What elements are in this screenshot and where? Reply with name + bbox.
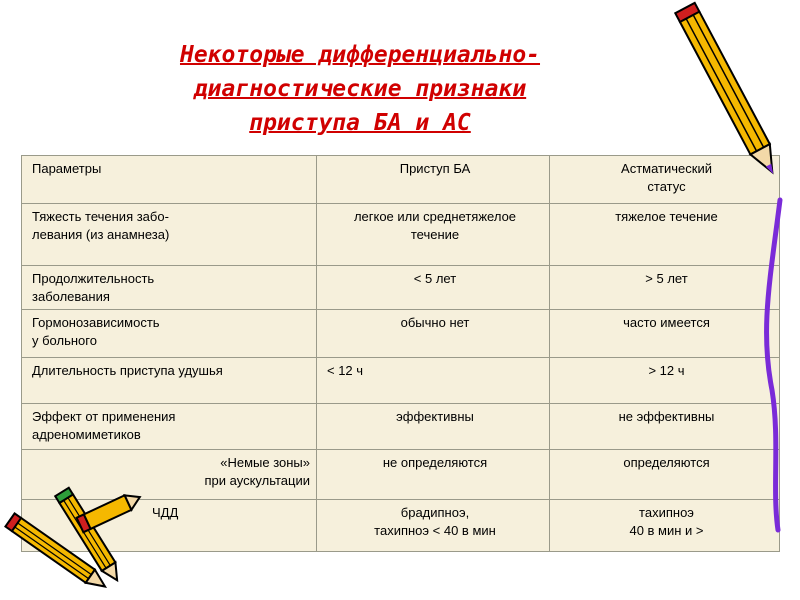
row-ba-value: < 5 лет — [317, 266, 550, 310]
row-as-value: > 5 лет — [550, 266, 780, 310]
header-ba-attack: Приступ БА — [317, 156, 550, 204]
row-param: Продолжительность заболевания — [22, 266, 317, 310]
row-ba-value: не определяются — [317, 450, 550, 500]
row-param: Эффект от применения адреномиметиков — [22, 404, 317, 450]
row-ba-value: легкое или среднетяжелое течение — [317, 204, 550, 266]
row-param: Гормонозависимость у больного — [22, 310, 317, 358]
row-as-value: определяются — [550, 450, 780, 500]
header-parameters: Параметры — [22, 156, 317, 204]
header-asthmatic-status: Астматический статус — [550, 156, 780, 204]
title-line-1: Некоторые дифференциально- — [179, 42, 541, 68]
pencil-top-right-icon — [660, 0, 800, 600]
row-as-value: часто имеется — [550, 310, 780, 358]
slide-title — [100, 38, 620, 140]
row-param: «Немые зоны» при аускультации — [22, 450, 317, 500]
row-param: ЧДД — [22, 500, 317, 552]
title-line-2: диагностические признаки — [193, 76, 527, 102]
row-as-value: не эффективны — [550, 404, 780, 450]
row-ba-value: эффективны — [317, 404, 550, 450]
row-as-value: тахипноэ 40 в мин и > — [550, 500, 780, 552]
row-as-value: тяжелое течение — [550, 204, 780, 266]
row-ba-value: брадипноэ, тахипноэ < 40 в мин — [317, 500, 550, 552]
row-ba-value: < 12 ч — [317, 358, 550, 404]
row-param: Тяжесть течения забо- левания (из анамнеза) — [22, 204, 317, 266]
row-as-value: > 12 ч — [550, 358, 780, 404]
row-ba-value: обычно нет — [317, 310, 550, 358]
title-line-3: приступа БА и АС — [249, 110, 471, 136]
row-param: Длительность приступа удушья — [22, 358, 317, 404]
pencils-bottom-left-icon — [0, 480, 150, 600]
